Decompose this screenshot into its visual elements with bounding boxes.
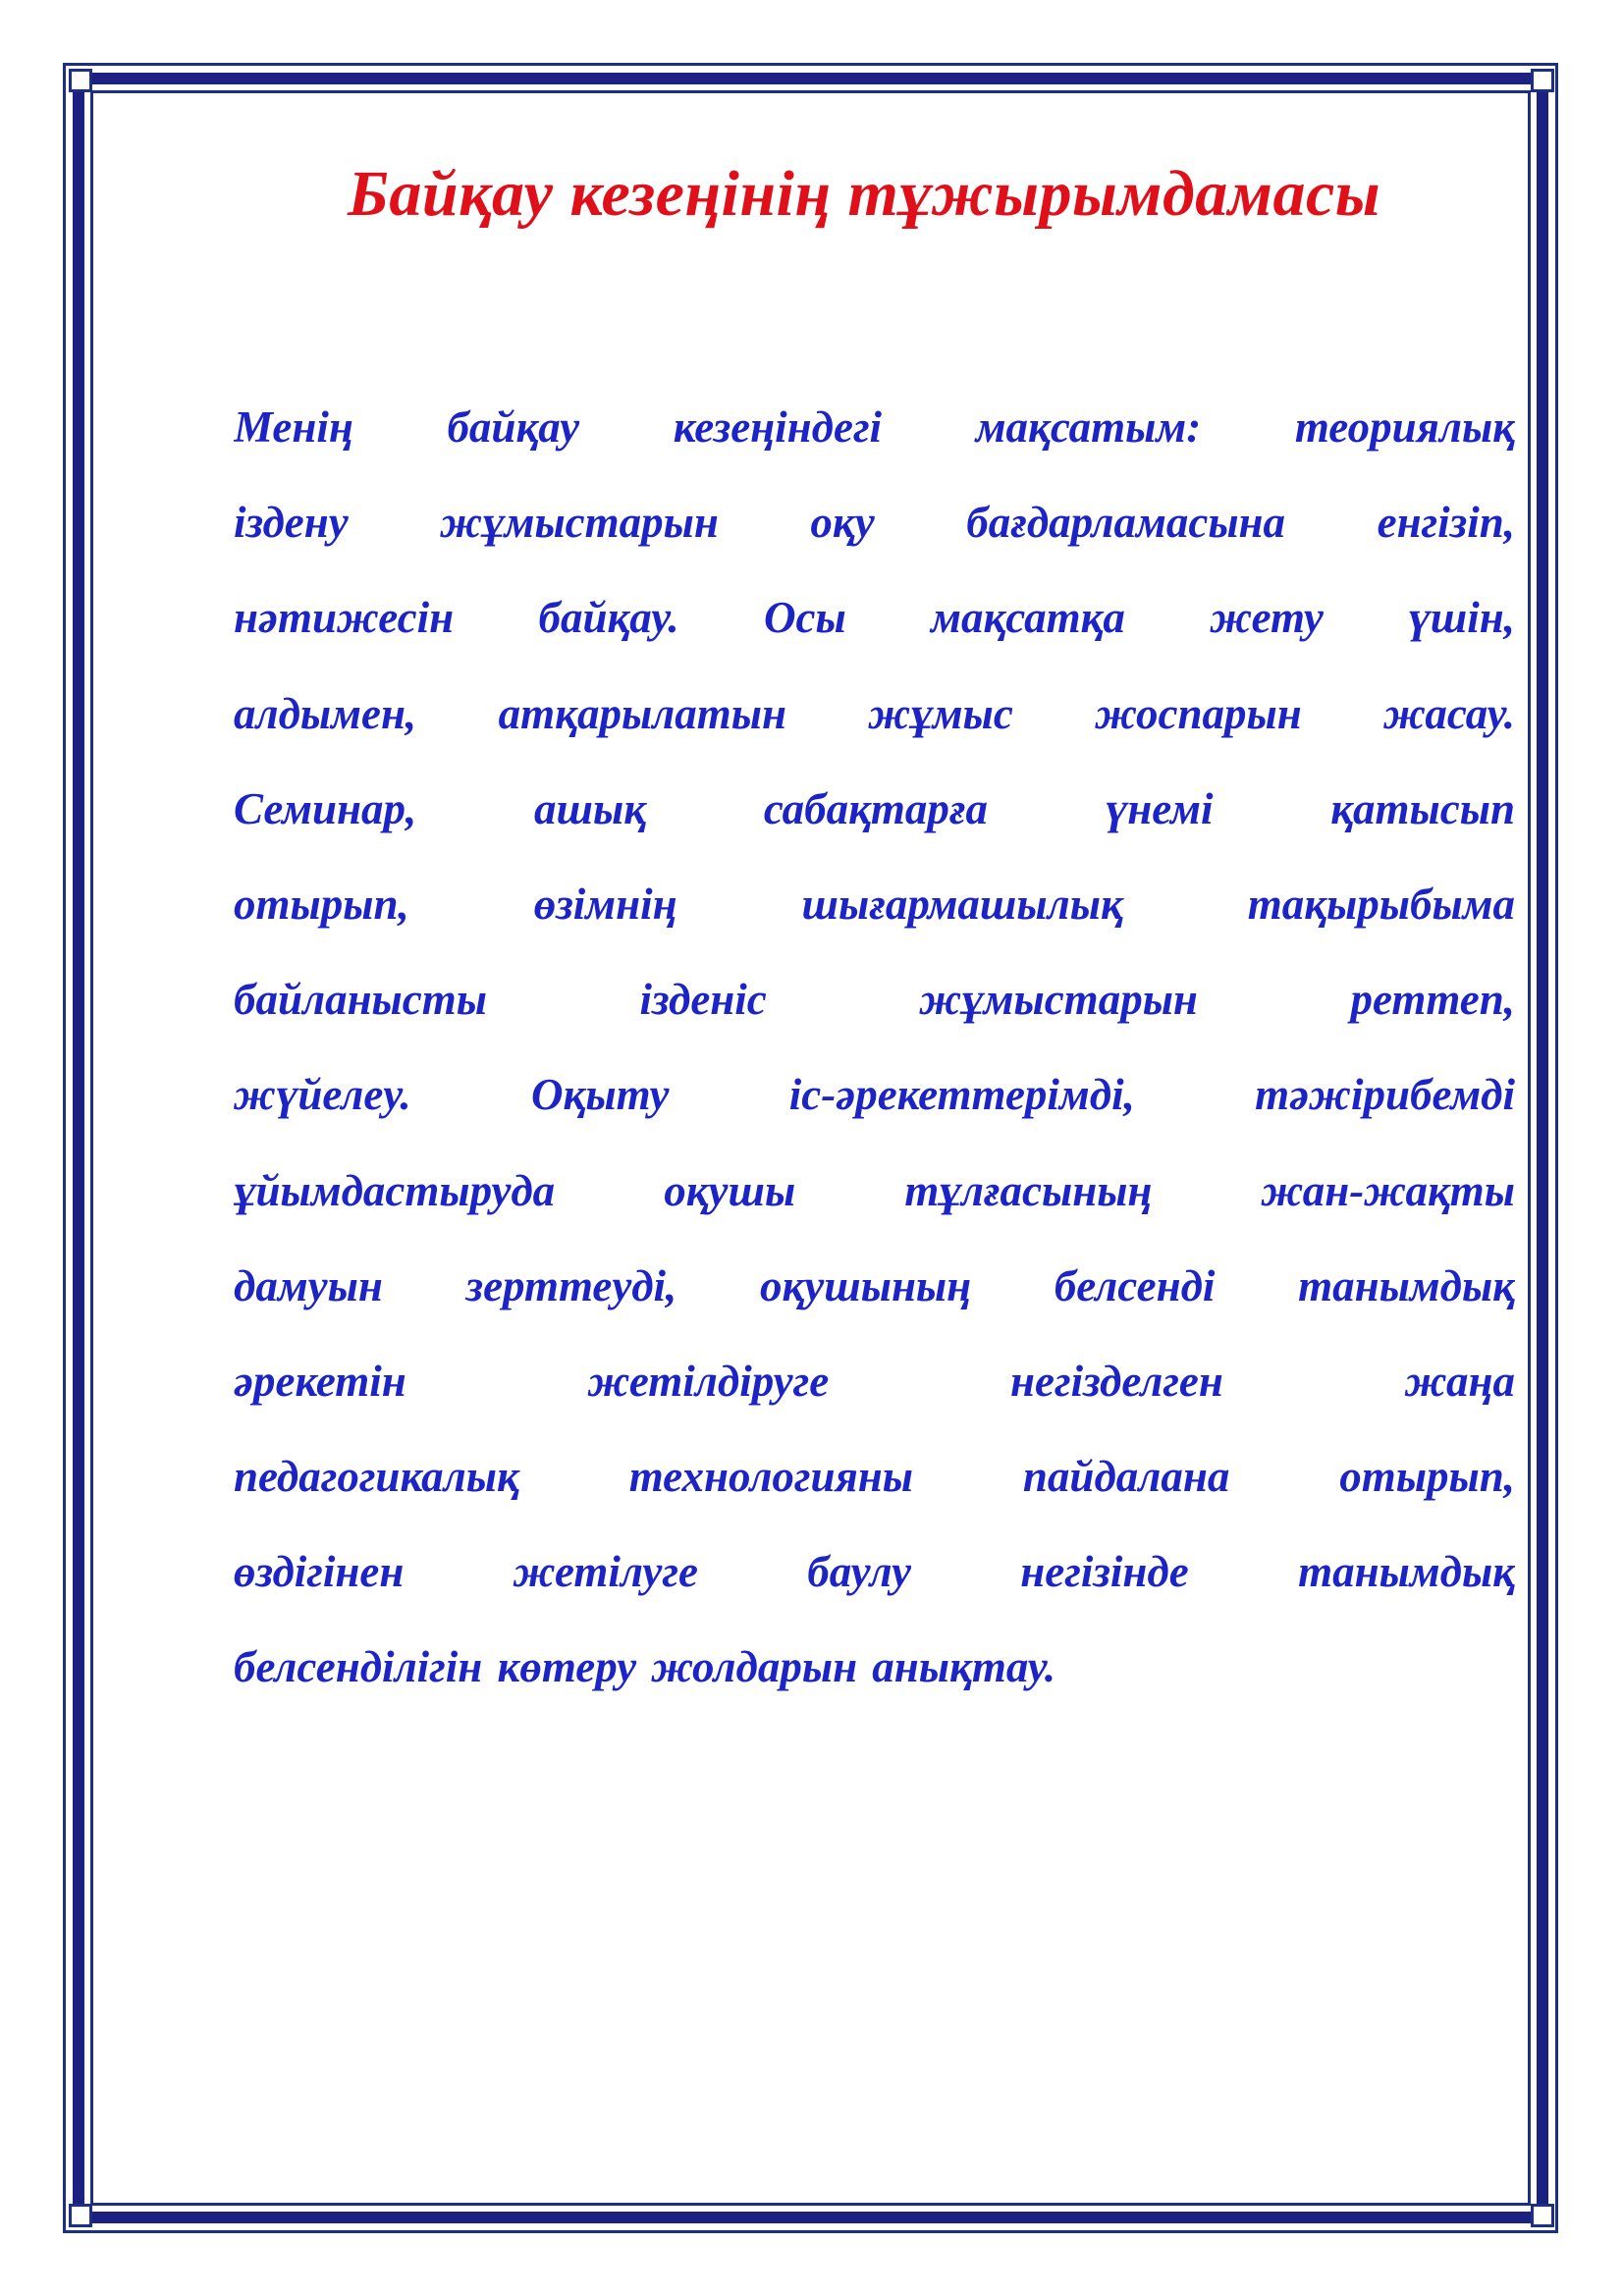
border-corner-ornament xyxy=(1531,69,1554,92)
paragraph-line: жүйелеу. Оқыту іс-әрекеттерімді, тәжірибемді xyxy=(234,1070,1515,1120)
paragraph-line: әрекетін жетілдіруге негізделген жаңа xyxy=(234,1356,1515,1406)
body-paragraph xyxy=(234,380,1515,1716)
paragraph-line: іздену жұмыстарын оқу бағдарламасына енгізіп, xyxy=(234,498,1515,548)
paragraph-line: отырып, өзімнің шығармашылық тақырыбыма xyxy=(234,879,1515,929)
paragraph-line: байланысты ізденіс жұмыстарын реттеп, xyxy=(234,975,1515,1025)
paragraph-line: белсенділігін көтеру жолдарын анықтау. xyxy=(234,1642,1056,1692)
border-corner-ornament xyxy=(1531,2204,1554,2227)
paragraph-line: өздігінен жетілуге баулу негізінде танымдық xyxy=(234,1547,1515,1597)
paragraph-line: дамуын зерттеуді, оқушының белсенді танымдық xyxy=(234,1260,1515,1310)
paragraph-line: нәтижесін байқау. Осы мақсатқа жету үшін, xyxy=(234,593,1515,643)
border-corner-ornament xyxy=(69,69,92,92)
paragraph-line: ұйымдастыруда оқушы тұлғасының жан-жақты xyxy=(234,1165,1515,1215)
border-corner-ornament xyxy=(69,2204,92,2227)
paragraph-line: Семинар, ашық сабақтарға үнемі қатысып xyxy=(234,783,1515,833)
page-title: Байқау кезеңінің тұжырымдамасы xyxy=(347,158,1381,230)
paragraph-line: Менің байқау кезеңіндегі мақсатым: теориялық xyxy=(234,402,1515,452)
paragraph-line: алдымен, атқарылатын жұмыс жоспарын жасау. xyxy=(234,688,1515,738)
paragraph-line: педагогикалық технологияны пайдалана отырып, xyxy=(234,1452,1515,1502)
